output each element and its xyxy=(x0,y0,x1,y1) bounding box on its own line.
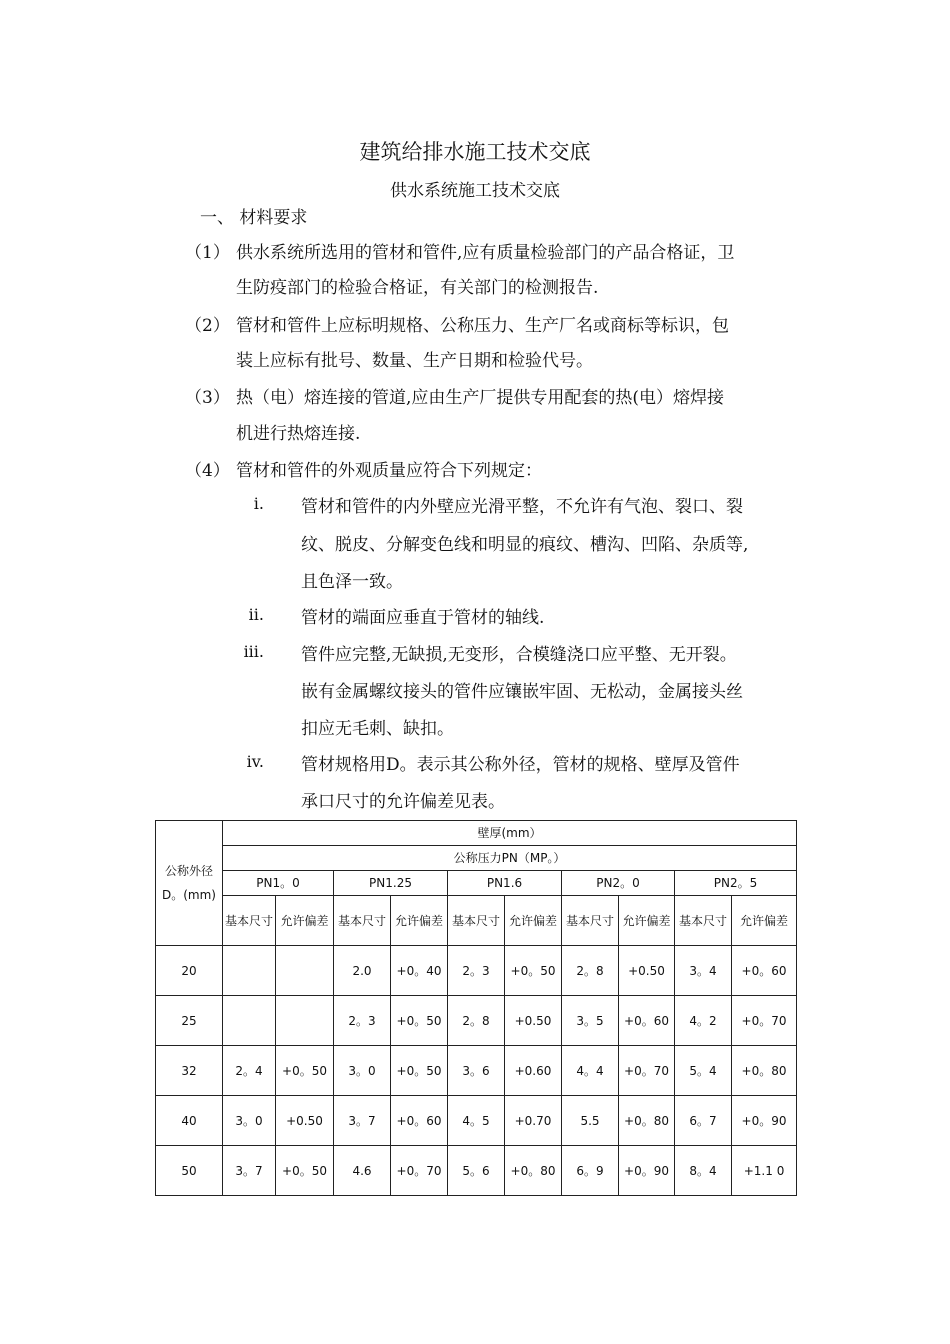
basic-size-cell: 2.0 xyxy=(334,946,391,996)
basic-size-cell: 5。6 xyxy=(448,1146,505,1196)
item-text: 装上应标有批号、数量、生产日期和检验代号。 xyxy=(236,351,593,371)
tolerance-table xyxy=(155,820,797,1196)
basic-size-cell: 4。2 xyxy=(675,996,732,1046)
basic-size-cell: 2。8 xyxy=(562,946,619,996)
pressure-header: 公称压力PN（MP。） xyxy=(223,846,797,871)
diameter-cell: 50 xyxy=(156,1146,223,1196)
table-body xyxy=(156,946,797,1196)
basic-size-cell: 2。3 xyxy=(448,946,505,996)
tolerance-cell: +0.50 xyxy=(505,996,562,1046)
item-text: 管材和管件的外观质量应符合下列规定： xyxy=(236,461,542,481)
basic-size-cell xyxy=(223,996,276,1046)
basic-size-cell: 2。4 xyxy=(223,1046,276,1096)
tolerance-cell: +0。50 xyxy=(391,1046,448,1096)
tolerance-cell: +0.50 xyxy=(619,946,675,996)
sub-header: 允许偏差 xyxy=(276,896,334,946)
sub-header: 允许偏差 xyxy=(391,896,448,946)
table-corner-header: 公称外径D。(mm) xyxy=(156,821,223,946)
item-text: 生防疫部门的检验合格证，有关部门的检测报告. xyxy=(236,278,599,298)
basic-size-cell: 3。0 xyxy=(334,1046,391,1096)
pressure-group-header: PN2。0 xyxy=(562,871,675,896)
item-number: （4） xyxy=(185,461,230,481)
tolerance-cell: +0。50 xyxy=(391,996,448,1046)
tolerance-cell: +0。60 xyxy=(391,1096,448,1146)
subitem-text: 纹、脱皮、分解变色线和明显的痕纹、槽沟、凹陷、杂质等, xyxy=(301,535,749,555)
subitem-number: i. xyxy=(253,494,264,513)
sub-header: 允许偏差 xyxy=(505,896,562,946)
pressure-group-header: PN1.6 xyxy=(448,871,562,896)
basic-size-cell: 4.6 xyxy=(334,1146,391,1196)
tolerance-cell: +0.60 xyxy=(505,1046,562,1096)
sub-header: 允许偏差 xyxy=(732,896,797,946)
table-row xyxy=(156,1046,797,1096)
pressure-group-header: PN2。5 xyxy=(675,871,797,896)
item-text: 供水系统所选用的管材和管件,应有质量检验部门的产品合格证，卫 xyxy=(236,243,735,263)
tolerance-cell: +0.70 xyxy=(505,1096,562,1146)
subitem-text: 嵌有金属螺纹接头的管件应镶嵌牢固、无松动，金属接头丝 xyxy=(301,682,743,702)
table-row xyxy=(156,1096,797,1146)
basic-size-cell: 3。5 xyxy=(562,996,619,1046)
basic-size-cell: 3。0 xyxy=(223,1096,276,1146)
tolerance-cell: +1.1 0 xyxy=(732,1146,797,1196)
item-text: 热（电）熔连接的管道,应由生产厂提供专用配套的热(电）熔焊接 xyxy=(236,388,725,408)
basic-size-cell: 8。4 xyxy=(675,1146,732,1196)
wall-thickness-header: 壁厚(mm） xyxy=(223,821,797,846)
tolerance-cell: +0。80 xyxy=(732,1046,797,1096)
item-number: （3） xyxy=(185,388,230,408)
page-title: 建筑给排水施工技术交底 xyxy=(359,140,591,164)
subitem-text: 管材规格用D。表示其公称外径，管材的规格、壁厚及管件 xyxy=(301,755,740,775)
tolerance-cell xyxy=(276,996,334,1046)
tolerance-cell: +0.50 xyxy=(276,1096,334,1146)
sub-header: 基本尺寸 xyxy=(334,896,391,946)
basic-size-cell: 2。3 xyxy=(334,996,391,1046)
basic-size-cell: 3。7 xyxy=(223,1146,276,1196)
tolerance-cell xyxy=(276,946,334,996)
basic-size-cell: 5。4 xyxy=(675,1046,732,1096)
subitem-number: ii. xyxy=(248,605,264,624)
subitem-text: 且色泽一致。 xyxy=(301,572,403,592)
basic-size-cell: 4。4 xyxy=(562,1046,619,1096)
tolerance-cell: +0。70 xyxy=(619,1046,675,1096)
item-text: 管材和管件上应标明规格、公称压力、生产厂名或商标等标识，包 xyxy=(236,316,729,336)
item-number: （2） xyxy=(185,316,230,336)
basic-size-cell: 4。5 xyxy=(448,1096,505,1146)
basic-size-cell: 2。8 xyxy=(448,996,505,1046)
basic-size-cell: 5.5 xyxy=(562,1096,619,1146)
sub-header: 基本尺寸 xyxy=(223,896,276,946)
tolerance-cell: +0。90 xyxy=(732,1096,797,1146)
basic-size-cell xyxy=(223,946,276,996)
basic-size-cell: 6。7 xyxy=(675,1096,732,1146)
tolerance-cell: +0。70 xyxy=(732,996,797,1046)
subitem-number: iii. xyxy=(243,642,264,661)
item-number: （1） xyxy=(185,243,230,263)
tolerance-cell: +0。80 xyxy=(619,1096,675,1146)
section-heading: 一、 材料要求 xyxy=(200,208,308,228)
subitem-text: 管材的端面应垂直于管材的轴线. xyxy=(301,608,545,628)
tolerance-cell: +0。80 xyxy=(505,1146,562,1196)
table-row xyxy=(156,946,797,996)
subitem-text: 扣应无毛刺、缺扣。 xyxy=(301,719,454,739)
item-text: 机进行热熔连接. xyxy=(236,424,361,444)
tolerance-cell: +0。40 xyxy=(391,946,448,996)
tolerance-cell: +0。50 xyxy=(276,1046,334,1096)
basic-size-cell: 3。6 xyxy=(448,1046,505,1096)
diameter-cell: 32 xyxy=(156,1046,223,1096)
subitem-number: iv. xyxy=(246,752,264,771)
basic-size-cell: 3。4 xyxy=(675,946,732,996)
table-row xyxy=(156,996,797,1046)
tolerance-cell: +0。90 xyxy=(619,1146,675,1196)
diameter-cell: 20 xyxy=(156,946,223,996)
page-subtitle: 供水系统施工技术交底 xyxy=(390,181,560,201)
sub-header: 基本尺寸 xyxy=(448,896,505,946)
basic-size-cell: 6。9 xyxy=(562,1146,619,1196)
diameter-cell: 25 xyxy=(156,996,223,1046)
tolerance-cell: +0。60 xyxy=(732,946,797,996)
tolerance-cell: +0。60 xyxy=(619,996,675,1046)
subitem-text: 管件应完整,无缺损,无变形，合模缝浇口应平整、无开裂。 xyxy=(301,645,737,665)
sub-header: 基本尺寸 xyxy=(562,896,619,946)
pressure-group-header: PN1。0 xyxy=(223,871,334,896)
tolerance-cell: +0。50 xyxy=(505,946,562,996)
pressure-group-header: PN1.25 xyxy=(334,871,448,896)
subitem-text: 管材和管件的内外壁应光滑平整，不允许有气泡、裂口、裂 xyxy=(301,497,743,517)
sub-header: 基本尺寸 xyxy=(675,896,732,946)
tolerance-cell: +0。50 xyxy=(276,1146,334,1196)
tolerance-cell: +0。70 xyxy=(391,1146,448,1196)
table-row xyxy=(156,1146,797,1196)
subitem-text: 承口尺寸的允许偏差见表。 xyxy=(301,792,505,812)
diameter-cell: 40 xyxy=(156,1096,223,1146)
sub-header: 允许偏差 xyxy=(619,896,675,946)
basic-size-cell: 3。7 xyxy=(334,1096,391,1146)
